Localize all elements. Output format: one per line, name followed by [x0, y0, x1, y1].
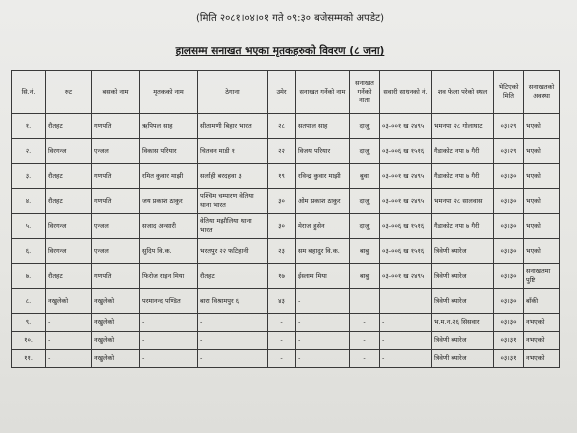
- table-cell: ०३-००१ ख २४९५: [380, 114, 432, 139]
- table-cell: विजय परियार: [296, 139, 350, 164]
- table-cell: पश्चिम चम्पारण वेतिया थाना भारत: [198, 189, 268, 214]
- table-cell: ०३।२९: [494, 139, 524, 164]
- table-row: [12, 189, 560, 214]
- table-cell: -: [198, 350, 268, 368]
- table-cell: -: [140, 332, 198, 350]
- table-cell: त्रिवेणी ब्यारेज: [432, 350, 494, 368]
- table-cell: रौतहट: [198, 264, 268, 289]
- table-cell: २८: [268, 114, 296, 139]
- table-cell: गणपति: [92, 114, 140, 139]
- table-cell: ०३-००१ ख २४९५: [380, 264, 432, 289]
- table-cell: -: [46, 332, 92, 350]
- column-header: सि.नं.: [12, 71, 46, 114]
- table-cell: नभएको: [524, 314, 560, 332]
- table-cell: चितवन माडी १: [198, 139, 268, 164]
- table-cell: -: [46, 350, 92, 368]
- table-cell: त्रिवेणी ब्यारेज: [432, 289, 494, 314]
- table-cell: -: [268, 332, 296, 350]
- table-cell: -: [296, 350, 350, 368]
- table-cell: रौतहट: [46, 189, 92, 214]
- column-header: शव फेला परेको स्थल: [432, 71, 494, 114]
- table-cell: नखुलेको: [92, 314, 140, 332]
- table-cell: -: [268, 314, 296, 332]
- table-cell: भ.म.न.२६ सिसवार: [432, 314, 494, 332]
- table-cell: ९.: [12, 314, 46, 332]
- table-cell: १०.: [12, 332, 46, 350]
- table-cell: ४३: [268, 289, 296, 314]
- table-cell: सम बहादुर वि.क.: [296, 239, 350, 264]
- table-cell: ३०: [268, 189, 296, 214]
- table-cell: -: [198, 314, 268, 332]
- table-cell: दाजु: [350, 139, 380, 164]
- table-cell: विकास परियार: [140, 139, 198, 164]
- table-cell: भएको: [524, 214, 560, 239]
- table-cell: ०३-००१ ख २४९५: [380, 189, 432, 214]
- table-cell: ०३।३०: [494, 214, 524, 239]
- table-cell: भमनपा २८ सालवास: [432, 189, 494, 214]
- table-cell: रमित कुवार माझी: [140, 164, 198, 189]
- table-cell: २३: [268, 239, 296, 264]
- table-row: [12, 332, 560, 350]
- table-cell: विरगन्ज: [46, 239, 92, 264]
- table-cell: भमनपा २८ गोलाघाट: [432, 114, 494, 139]
- table-cell: ०३-००६ ख १५१६: [380, 214, 432, 239]
- table-cell: -: [268, 350, 296, 368]
- table-cell: बाबु: [350, 239, 380, 264]
- table-row: [12, 164, 560, 189]
- table-cell: गैडाकोट नपा ७ गैरी: [432, 164, 494, 189]
- table-cell: ११.: [12, 350, 46, 368]
- table-row: [12, 264, 560, 289]
- table-cell: ५.: [12, 214, 46, 239]
- table-cell: ०३।३०: [494, 239, 524, 264]
- page-title-text: हालसम्म सनाखत भएका मृतकहरुको विवरण (८ जना): [175, 45, 385, 57]
- table-cell: सर्लाही बरदहवा ३: [198, 164, 268, 189]
- column-header: सनाखत गर्नेको नाम: [296, 71, 350, 114]
- table-cell: -: [296, 314, 350, 332]
- deceased-table: [11, 70, 560, 368]
- table-cell: १.: [12, 114, 46, 139]
- table-cell: त्रिवेणी ब्यारेज: [432, 239, 494, 264]
- table-cell: ०३।३०: [494, 164, 524, 189]
- table-cell: वेतिया मझौलिया थाना भारत: [198, 214, 268, 239]
- table-cell: नखुलेको: [46, 289, 92, 314]
- column-header: उमेर: [268, 71, 296, 114]
- table-cell: भएको: [524, 114, 560, 139]
- table-cell: विरगन्ज: [46, 139, 92, 164]
- table-cell: दाजु: [350, 214, 380, 239]
- table-cell: ०३।३०: [494, 314, 524, 332]
- table-cell: -: [350, 314, 380, 332]
- table-cell: मेराज हुसेन: [296, 214, 350, 239]
- table-cell: -: [46, 314, 92, 332]
- table-row: [12, 350, 560, 368]
- page-title: [155, 44, 405, 58]
- table-cell: २.: [12, 139, 46, 164]
- table-cell: सजाद अन्सारी: [140, 214, 198, 239]
- column-header: ठेगाना: [198, 71, 268, 114]
- table-cell: ईस्लाम मिया: [296, 264, 350, 289]
- table-cell: ०३-००६ ख १५१६: [380, 239, 432, 264]
- table-cell: नखुलेको: [92, 350, 140, 368]
- table-cell: रविन्द्र कुवार माझी: [296, 164, 350, 189]
- table-cell: एन्जल: [92, 239, 140, 264]
- table-row: [12, 289, 560, 314]
- column-header: बसको नाम: [92, 71, 140, 114]
- table-cell: १७: [268, 264, 296, 289]
- table-row: [12, 114, 560, 139]
- table-cell: -: [380, 350, 432, 368]
- table-cell: -: [350, 332, 380, 350]
- table-header-row: [12, 71, 560, 114]
- table-cell: गैडाकोट नपा ७ गैरी: [432, 214, 494, 239]
- table-cell: नखुलेको: [92, 332, 140, 350]
- table-cell: ७.: [12, 264, 46, 289]
- table-cell: ४.: [12, 189, 46, 214]
- table-cell: भएको: [524, 189, 560, 214]
- table-cell: ०३।३१: [494, 350, 524, 368]
- table-cell: -: [140, 350, 198, 368]
- table-cell: भएको: [524, 139, 560, 164]
- table-cell: रौतहट: [46, 264, 92, 289]
- table-cell: बाँकी: [524, 289, 560, 314]
- table-cell: त्रिवेणी ब्यारेज: [432, 264, 494, 289]
- table-cell: ८.: [12, 289, 46, 314]
- table-body: [12, 114, 560, 368]
- table-cell: ३०: [268, 214, 296, 239]
- table-cell: रौतहट: [46, 164, 92, 189]
- table-cell: बाबु: [350, 264, 380, 289]
- table-cell: जय प्रकाश ठाकुर: [140, 189, 198, 214]
- table-row: [12, 214, 560, 239]
- table-cell: -: [380, 314, 432, 332]
- table-cell: विरगन्ज: [46, 214, 92, 239]
- table-cell: २२: [268, 139, 296, 164]
- table-cell: दाजु: [350, 189, 380, 214]
- column-header: मृतकको नाम: [140, 71, 198, 114]
- table-row: [12, 314, 560, 332]
- table-cell: ०३।३१: [494, 332, 524, 350]
- table-cell: गणपति: [92, 164, 140, 189]
- table-cell: -: [380, 332, 432, 350]
- table-cell: ६.: [12, 239, 46, 264]
- table-cell: -: [296, 289, 350, 314]
- table-cell: भएको: [524, 239, 560, 264]
- table-cell: बारा विश्रामपुर ६: [198, 289, 268, 314]
- table-cell: नभएको: [524, 332, 560, 350]
- table-cell: ०३-००६ ख १५१६: [380, 139, 432, 164]
- table-row: [12, 239, 560, 264]
- table-cell: [350, 289, 380, 314]
- table-cell: ३.: [12, 164, 46, 189]
- table-cell: ०३-००१ ख २४९५: [380, 164, 432, 189]
- table-cell: -: [198, 332, 268, 350]
- table-cell: ०३।३०: [494, 289, 524, 314]
- column-header: भेटिएको मिति: [494, 71, 524, 114]
- table-row: [12, 139, 560, 164]
- table-cell: भरतपुर २२ फटिहानी: [198, 239, 268, 264]
- table-cell: सुदिप वि.क.: [140, 239, 198, 264]
- table-cell: ०३।३०: [494, 264, 524, 289]
- table-cell: गणपति: [92, 189, 140, 214]
- column-header: सनाखत गर्नेको नाता: [350, 71, 380, 114]
- table-cell: नभएको: [524, 350, 560, 368]
- table-cell: [380, 289, 432, 314]
- table-cell: बुवा: [350, 164, 380, 189]
- table-cell: सीतामणी बिहार भारत: [198, 114, 268, 139]
- table-cell: ऋपिपल साह: [140, 114, 198, 139]
- table-cell: सतपाल साह: [296, 114, 350, 139]
- table-cell: परमानन्द पण्डित: [140, 289, 198, 314]
- table-cell: -: [350, 350, 380, 368]
- update-date-line: (मिति २०८१।०४।०१ गते ०९:३० बजेसम्मको अपडेट): [195, 13, 385, 24]
- table-cell: -: [296, 332, 350, 350]
- table-cell: दाजु: [350, 114, 380, 139]
- column-header: रुट: [46, 71, 92, 114]
- column-header: सनाखतको अवस्था: [524, 71, 560, 114]
- table-cell: गैडाकोट नपा ७ गैरी: [432, 139, 494, 164]
- table-cell: १९: [268, 164, 296, 189]
- table-cell: सनाखतमा पुष्टि: [524, 264, 560, 289]
- table-cell: रौतहट: [46, 114, 92, 139]
- table-cell: ०३।३०: [494, 189, 524, 214]
- table-cell: एन्जल: [92, 214, 140, 239]
- table-cell: फिरोज राइन मिया: [140, 264, 198, 289]
- table-cell: -: [140, 314, 198, 332]
- table-cell: एन्जल: [92, 139, 140, 164]
- table-cell: ओम प्रकाश ठाकुर: [296, 189, 350, 214]
- table-cell: नखुलेको: [92, 289, 140, 314]
- table-cell: भएको: [524, 164, 560, 189]
- table-cell: त्रिवेणी ब्यारेज: [432, 332, 494, 350]
- column-header: सवारी साधनको नं.: [380, 71, 432, 114]
- table-cell: ०३।२९: [494, 114, 524, 139]
- table-cell: गणपति: [92, 264, 140, 289]
